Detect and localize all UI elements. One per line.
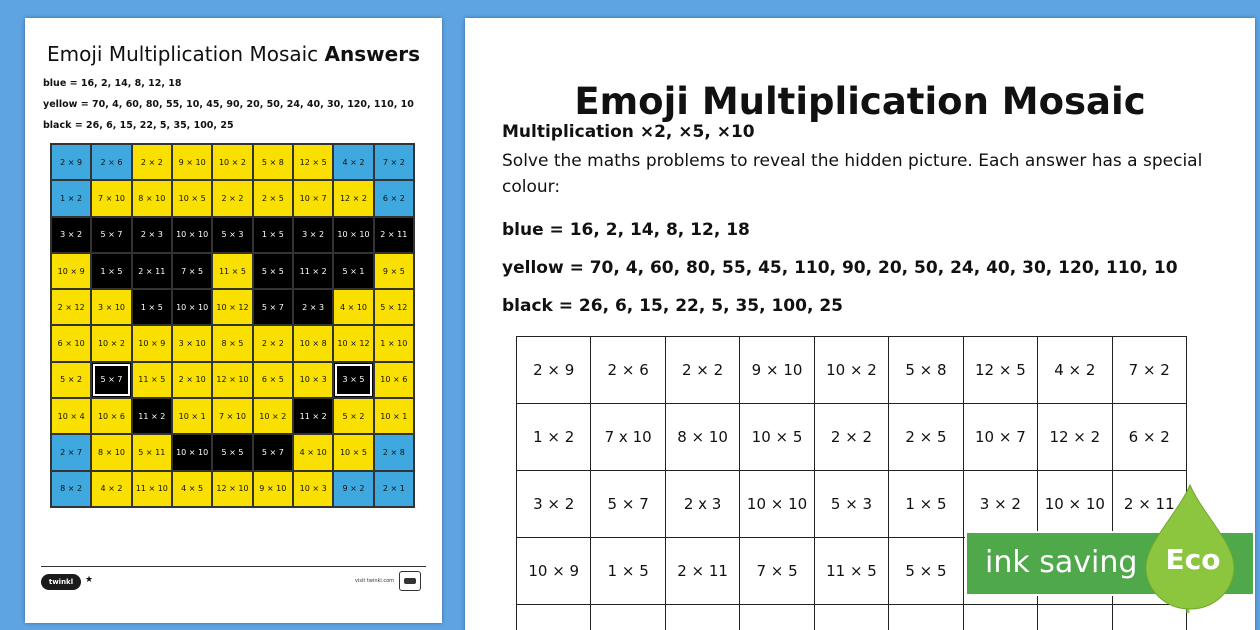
- answer-cell: 10 × 9: [132, 325, 172, 361]
- answer-cell: 5 × 7: [91, 217, 131, 253]
- worksheet-cell: 2 × 6: [591, 337, 665, 404]
- twinkl-logo: twinkl: [41, 574, 81, 590]
- answer-cell: 1 × 10: [374, 325, 414, 361]
- eco-label: Eco: [1165, 543, 1221, 576]
- worksheet-cell: 10 × 10: [1038, 471, 1112, 538]
- answer-cell: 2 × 1: [374, 471, 414, 507]
- answer-cell: 3 × 10: [91, 289, 131, 325]
- worksheet-cell: 8 × 10: [666, 404, 740, 471]
- answer-cell: 2 × 2: [212, 180, 252, 216]
- worksheet-cell: 7 × 2: [1113, 337, 1187, 404]
- visit-link-text: visit twinkl.com: [355, 578, 395, 584]
- answer-cell: 10 × 4: [51, 398, 91, 434]
- answer-cell: 1 × 2: [51, 180, 91, 216]
- worksheet-black-key: black = 26, 6, 15, 22, 5, 35, 100, 25: [502, 296, 843, 316]
- worksheet-cell: 2 x 3: [666, 471, 740, 538]
- worksheet-cell: 10 × 7: [964, 404, 1038, 471]
- answer-cell: 2 × 3: [132, 217, 172, 253]
- worksheet-cell: 4 × 2: [1038, 337, 1112, 404]
- answer-cell: 9 × 10: [172, 144, 212, 180]
- worksheet-cell: 5 × 7: [591, 471, 665, 538]
- answer-cell: 3 × 2: [293, 217, 333, 253]
- answer-cell: 10 × 2: [212, 144, 252, 180]
- answer-cell: 10 × 3: [293, 362, 333, 398]
- worksheet-cell: 9 × 10: [740, 337, 814, 404]
- answer-cell: 10 × 3: [293, 471, 333, 507]
- worksheet-cell: [964, 605, 1038, 630]
- answer-cell: 3 × 2: [51, 217, 91, 253]
- answer-cell: 10 × 6: [91, 398, 131, 434]
- answer-cell: 10 × 1: [172, 398, 212, 434]
- answer-cell: 11 × 2: [293, 253, 333, 289]
- worksheet-cell: 2 × 11: [1113, 471, 1187, 538]
- answer-cell: 4 × 10: [293, 434, 333, 470]
- footer-divider: [41, 566, 426, 567]
- answer-cell: 5 × 2: [51, 362, 91, 398]
- answer-cell: 5 × 12: [374, 289, 414, 325]
- answer-cell: 2 × 2: [253, 325, 293, 361]
- worksheet-cell: 7 × 5: [740, 538, 814, 605]
- answer-cell: 11 × 2: [293, 398, 333, 434]
- worksheet-cell: 2 × 11: [666, 538, 740, 605]
- worksheet-cell: 1 × 5: [889, 471, 963, 538]
- worksheet-cell: 3 × 2: [964, 471, 1038, 538]
- answer-cell: 5 × 1: [333, 253, 373, 289]
- worksheet-cell: 1 × 5: [591, 538, 665, 605]
- answer-cell: 10 × 10: [172, 289, 212, 325]
- answer-cell: 8 × 5: [212, 325, 252, 361]
- answer-cell: 2 × 5: [253, 180, 293, 216]
- worksheet-cell: 5 × 3: [815, 471, 889, 538]
- answer-cell: 12 × 10: [212, 362, 252, 398]
- answer-cell: 7 × 10: [212, 398, 252, 434]
- worksheet-cell: [517, 605, 591, 630]
- answers-yellow-key: yellow = 70, 4, 60, 80, 55, 10, 45, 90, 20, 50, 24, 40, 30, 120, 110, 10: [43, 99, 414, 110]
- answer-cell: 3 × 5: [333, 362, 373, 398]
- answer-cell: 9 × 2: [333, 471, 373, 507]
- worksheet-cell: 10 × 5: [740, 404, 814, 471]
- worksheet-cell: 10 × 10: [740, 471, 814, 538]
- answer-cell: 10 × 12: [212, 289, 252, 325]
- answer-cell: 2 × 9: [51, 144, 91, 180]
- answer-cell: 2 × 7: [51, 434, 91, 470]
- worksheet-cell: 11 × 5: [815, 538, 889, 605]
- worksheet-cell: 10 × 9: [517, 538, 591, 605]
- answer-cell: 5 × 7: [253, 289, 293, 325]
- answer-cell: 6 × 10: [51, 325, 91, 361]
- worksheet-cell: [740, 605, 814, 630]
- answer-cell: 12 × 5: [293, 144, 333, 180]
- answer-cell: 2 × 12: [51, 289, 91, 325]
- answer-cell: 12 × 2: [333, 180, 373, 216]
- answer-cell: 1 × 5: [132, 289, 172, 325]
- worksheet-blue-key: blue = 16, 2, 14, 8, 12, 18: [502, 220, 750, 240]
- answer-cell: 10 × 6: [374, 362, 414, 398]
- answers-mosaic-grid: [50, 143, 415, 508]
- answer-cell: 5 × 11: [132, 434, 172, 470]
- answer-cell: 7 × 5: [172, 253, 212, 289]
- worksheet-cell: [666, 605, 740, 630]
- answers-blue-key: blue = 16, 2, 14, 8, 12, 18: [43, 78, 182, 89]
- answer-cell: 10 × 5: [333, 434, 373, 470]
- worksheet-cell: 7 x 10: [591, 404, 665, 471]
- answer-cell: 10 × 1: [374, 398, 414, 434]
- answer-cell: 7 × 10: [91, 180, 131, 216]
- worksheet-cell: 6 × 2: [1113, 404, 1187, 471]
- answer-cell: 2 × 11: [132, 253, 172, 289]
- worksheet-title: Emoji Multiplication Mosaic: [574, 80, 1146, 123]
- answers-sheet: [25, 18, 442, 623]
- answers-title: Emoji Multiplication Mosaic Answers: [47, 42, 420, 66]
- answer-cell: 5 × 5: [212, 434, 252, 470]
- answer-cell: 10 × 2: [91, 325, 131, 361]
- answer-cell: 5 × 7: [253, 434, 293, 470]
- worksheet-cell: 3 × 2: [517, 471, 591, 538]
- worksheet-cell: 2 × 5: [889, 404, 963, 471]
- worksheet-instructions: Solve the maths problems to reveal the hidden picture. Each answer has a special colour:: [502, 151, 1203, 197]
- worksheet-yellow-key: yellow = 70, 4, 60, 80, 55, 45, 110, 90, 20, 50, 24, 40, 30, 120, 110, 10: [502, 258, 1178, 278]
- answer-cell: 5 × 7: [91, 362, 131, 398]
- worksheet-cell: 2 × 9: [517, 337, 591, 404]
- worksheet-cell: 12 × 5: [964, 337, 1038, 404]
- answer-cell: 10 × 8: [293, 325, 333, 361]
- answer-cell: 10 × 9: [51, 253, 91, 289]
- answers-black-key: black = 26, 6, 15, 22, 5, 35, 100, 25: [43, 120, 234, 131]
- answer-cell: 11 × 5: [132, 362, 172, 398]
- answer-cell: 5 × 8: [253, 144, 293, 180]
- answer-cell: 6 × 2: [374, 180, 414, 216]
- worksheet-cell: 10 × 2: [815, 337, 889, 404]
- worksheet-cell: [591, 605, 665, 630]
- quality-stamp-icon: [399, 571, 421, 591]
- worksheet-cell: [815, 605, 889, 630]
- answer-cell: 9 × 10: [253, 471, 293, 507]
- answer-cell: 9 × 5: [374, 253, 414, 289]
- answer-cell: 5 × 5: [253, 253, 293, 289]
- answer-cell: 1 × 5: [91, 253, 131, 289]
- worksheet-cell: 5 × 8: [889, 337, 963, 404]
- answer-cell: 2 × 6: [91, 144, 131, 180]
- answer-cell: 8 × 10: [132, 180, 172, 216]
- answer-cell: 4 × 5: [172, 471, 212, 507]
- answer-cell: 10 × 2: [253, 398, 293, 434]
- worksheet-cell: 12 × 2: [1038, 404, 1112, 471]
- answer-cell: 10 × 12: [333, 325, 373, 361]
- answer-cell: 3 × 10: [172, 325, 212, 361]
- worksheet-cell: 5 × 5: [889, 538, 963, 605]
- worksheet-cell: [1038, 605, 1112, 630]
- worksheet-cell: 1 × 2: [517, 404, 591, 471]
- answer-cell: 2 × 2: [132, 144, 172, 180]
- answer-cell: 7 × 2: [374, 144, 414, 180]
- answer-cell: 1 × 5: [253, 217, 293, 253]
- worksheet-subtitle: Multiplication ×2, ×5, ×10: [502, 122, 755, 142]
- answer-cell: 2 × 10: [172, 362, 212, 398]
- answer-cell: 5 × 2: [333, 398, 373, 434]
- answer-cell: 4 × 2: [333, 144, 373, 180]
- answer-cell: 2 × 3: [293, 289, 333, 325]
- answer-cell: 4 × 2: [91, 471, 131, 507]
- star-icon: ★: [85, 575, 94, 585]
- ink-saving-label: ink saving: [985, 545, 1138, 580]
- answer-cell: 2 × 11: [374, 217, 414, 253]
- worksheet-cell: [889, 605, 963, 630]
- answer-cell: 2 × 8: [374, 434, 414, 470]
- answer-cell: 4 × 10: [333, 289, 373, 325]
- answer-cell: 5 × 3: [212, 217, 252, 253]
- answer-cell: 8 × 2: [51, 471, 91, 507]
- answer-cell: 10 × 10: [172, 434, 212, 470]
- answer-cell: 10 × 10: [172, 217, 212, 253]
- answer-cell: 10 × 10: [333, 217, 373, 253]
- worksheet-cell: 2 × 2: [815, 404, 889, 471]
- answer-cell: 6 × 5: [253, 362, 293, 398]
- answer-cell: 10 × 7: [293, 180, 333, 216]
- worksheet-cell: 2 × 2: [666, 337, 740, 404]
- answer-cell: 8 × 10: [91, 434, 131, 470]
- answer-cell: 11 × 10: [132, 471, 172, 507]
- answer-cell: 11 × 5: [212, 253, 252, 289]
- answer-cell: 10 × 5: [172, 180, 212, 216]
- answer-cell: 12 × 10: [212, 471, 252, 507]
- answer-cell: 11 × 2: [132, 398, 172, 434]
